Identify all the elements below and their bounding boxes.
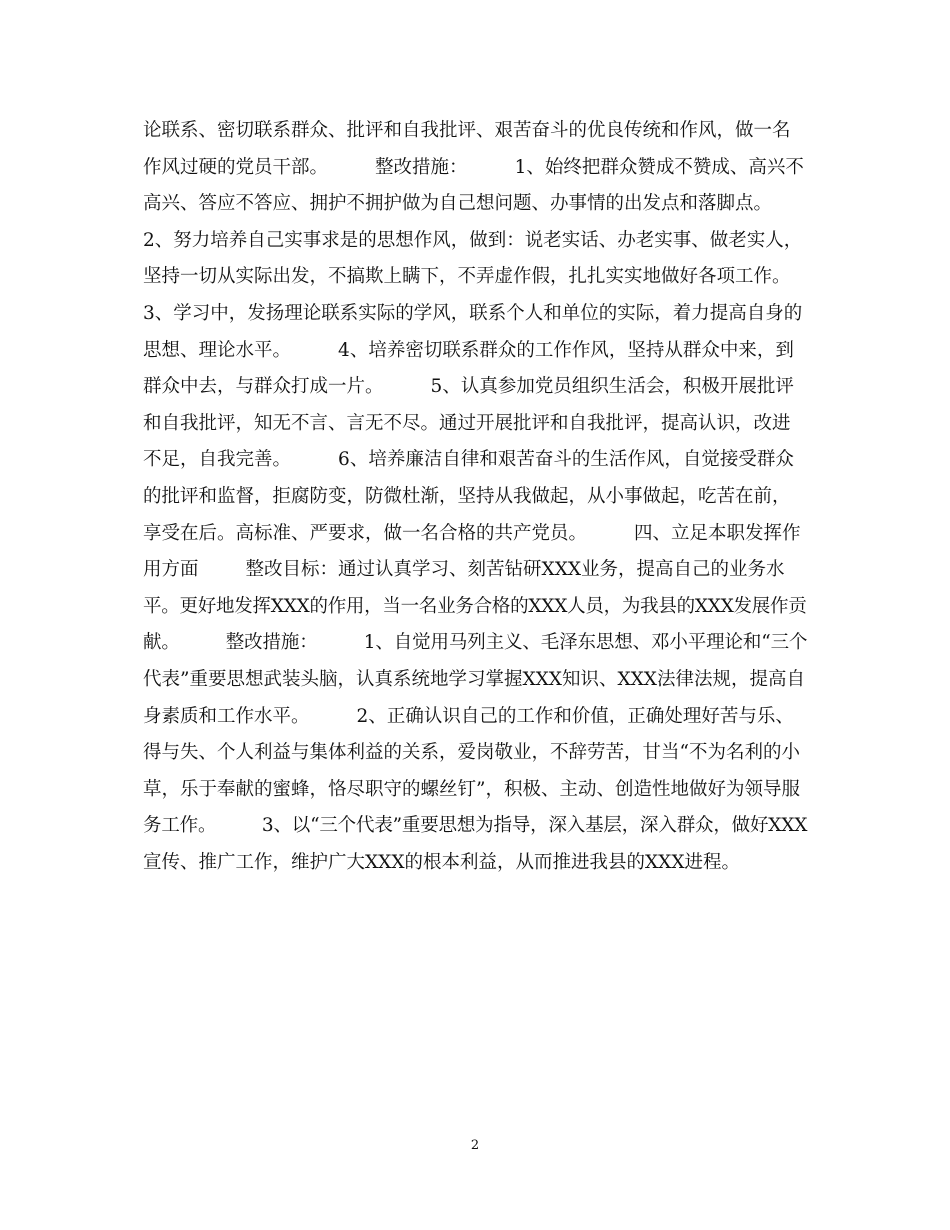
text-line: 的批评和监督，拒腐防变，防微杜渐，坚持从我做起，从小事做起，吃苦在前， bbox=[143, 485, 791, 507]
text-line: 2、努力培养自己实事求是的思想作风，做到：说老实话、办老实事、做老实人， bbox=[143, 229, 803, 251]
text-line: 务工作。 3、以“三个代表”重要思想为指导，深入基层，深入群众，做好XXX bbox=[143, 815, 808, 837]
text-line: 献。 整改措施： 1、自觉用马列主义、毛泽东思想、邓小平理论和“三个 bbox=[143, 632, 808, 654]
text-line: 高兴、答应不答应、拥护不拥护做为自己想问题、办事情的出发点和落脚点。 bbox=[143, 193, 773, 215]
text-line: 群众中去，与群众打成一片。 5、认真参加党员组织生活会，积极开展批评 bbox=[143, 376, 794, 398]
text-line: 宣传、推广工作，维护广大XXX的根本利益，从而推进我县的XXX进程。 bbox=[143, 851, 741, 873]
text-line: 思想、理论水平。 4、培养密切联系群众的工作作风，坚持从群众中来，到 bbox=[143, 339, 794, 361]
text-line: 坚持一切从实际出发，不搞欺上瞒下，不弄虚作假，扎扎实实地做好各项工作。 bbox=[143, 266, 791, 288]
text-line: 论联系、密切联系群众、批评和自我批评、艰苦奋斗的优良传统和作风，做一名 bbox=[143, 120, 791, 141]
text-line: 身素质和工作水平。 2、正确认识自己的工作和价值，正确处理好苦与乐、 bbox=[143, 705, 794, 727]
text-line: 享受在后。高标准、严要求，做一名合格的共产党员。 四、立足本职发挥作 bbox=[143, 522, 801, 544]
text-line: 用方面 整改目标：通过认真学习、刻苦钻研XXX业务，提高自己的业务水 bbox=[143, 559, 785, 581]
text-line: 得与失、个人利益与集体利益的关系，爱岗敬业，不辞劳苦，甘当“不为名利的小 bbox=[143, 742, 800, 764]
body-text bbox=[143, 113, 807, 881]
text-line: 草，乐于奉献的蜜蜂，恪尽职守的螺丝钉”，积极、主动、创造性地做好为领导服 bbox=[143, 778, 800, 800]
text-line: 和自我批评，知无不言、言无不尽。通过开展批评和自我批评，提高认识，改进 bbox=[143, 412, 791, 434]
text-line: 作风过硬的党员干部。 整改措施： 1、始终把群众赞成不赞成、高兴不 bbox=[143, 156, 804, 178]
text-line: 不足，自我完善。 6、培养廉洁自律和艰苦奋斗的生活作风，自觉接受群众 bbox=[143, 449, 794, 471]
text-line: 平。更好地发挥XXX的作用，当一名业务合格的XXX人员，为我县的XXX发展作贡 bbox=[143, 595, 807, 617]
text-line: 代表”重要思想武装头脑，认真系统地学习掌握XXX知识、XXX法律法规，提高自 bbox=[143, 668, 805, 690]
text-line: 3、学习中，发扬理论联系实际的学风，联系个人和单位的实际，着力提高自身的 bbox=[143, 302, 803, 324]
page-number: 2 bbox=[470, 1138, 480, 1153]
